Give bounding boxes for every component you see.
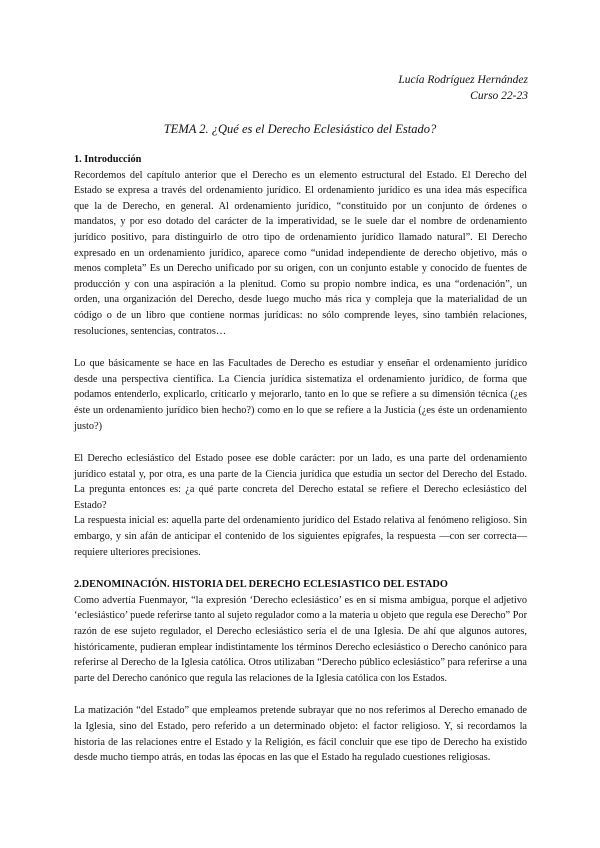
author-block: [398, 72, 528, 104]
document-title: TEMA 2. ¿Qué es el Derecho Eclesiástico del Estado?: [163, 122, 437, 136]
author-name: Lucía Rodríguez Hernández: [398, 74, 528, 86]
course-label: Curso 22-23: [470, 90, 528, 102]
paragraph: Lo que básicamente se hace en las Facultades de Derecho es estudiar y enseñar el ordenamiento jurídico desde una perspectiva científica. La Ciencia jurídica sistematiza el ordenamiento jurídico, de forma que podamos entenderlo, explicarlo, criticarlo y mejorarlo, tanto en lo que se refiere a su dimensión técnica (¿es éste un ordenamiento jurídico bien hecho?) como en lo que se refiere a la Justicia (¿es éste un ordenamiento justo?): [74, 358, 527, 432]
document-body: [74, 152, 527, 766]
paragraph: La matización “del Estado” que empleamos pretende subrayar que no nos referimos al Derecho emanado de la Iglesia, sino del Estado, pero referido a un determinado objeto: el factor religioso. Y, si recordamos la historia de las relaciones entre el Estado y la Religión, es fácil concluir que ese tipo de Derecho ha existido desde mucho tiempo atrás, en todas las épocas en las que el Estado ha regulado cuestiones religiosas.: [74, 705, 527, 764]
paragraph: Como advertía Fuenmayor, “la expresión ‘Derecho eclesiástico’ es en sí misma ambigua, porque el adjetivo ‘eclesiástico’ puede referirse tanto al sujeto regulador como a la materia u objeto que regula ese Derecho” Por razón de ese sujeto regulador, el Derecho eclesiástico sería el de una Iglesia. De ahí que algunos autores, históricamente, pudieran emplear indistintamente los términos Derecho eclesiástico o Derecho canónico para referirse al Derecho de la Iglesia católica. Otros utilizaban “Derecho público eclesiástico” para referirse a una parte del Derecho canónico que regula las relaciones de la Iglesia católica con los Estados.: [74, 594, 527, 684]
paragraph: El Derecho eclesiástico del Estado posee ese doble carácter: por un lado, es una parte del ordenamiento jurídico estatal y, por otra, es una parte de la Ciencia jurídica que estudia un sector del Derecho del Estado. La pregunta entonces es: ¿a qué parte concreta del Derecho estatal se refiere el Derecho eclesiástico del Estado?: [74, 453, 527, 511]
section-heading-introduction: 1. Introducción: [74, 154, 142, 165]
section-heading-denominacion: 2.DENOMINACIÓN. HISTORIA DEL DERECHO ECLESIASTICO DEL ESTADO: [74, 579, 448, 591]
paragraph: Recordemos del capítulo anterior que el Derecho es un elemento estructural del Estado. El Derecho del Estado se expresa a través del ordenamiento jurídico. El ordenamiento jurídico es una idea más específica que la de Derecho, en general. Al ordenamiento jurídico, “constituido por un conjunto de órdenes o mandatos, y por eso dotado del carácter de la imperatividad, se le suele dar el nombre de ordenamiento jurídico positivo, para distinguirlo de otro tipo de ordenamiento jurídico llamado natural”. El Derecho expresado en un ordenamiento jurídico, aparece como “unidad independiente de derecho objetivo, más o menos completa” Es un Derecho unificado por su origen, con un conjunto estable y conocido de fuentes de producción y con una aspiración a la plenitud. Como su propio nombre indica, es una “ordenación”, un orden, una organización del Derecho, desde luego mucho más rica y compleja que la materialidad de un código o de un libro que contiene normas jurídicas: no sólo comprende leyes, sino también relaciones, resoluciones, sentencias, contratos…: [74, 169, 527, 337]
paragraph: La respuesta inicial es: aquella parte del ordenamiento jurídico del Estado relativa al fenómeno religioso. Sin embargo, y sin afán de anticipar el contenido de los siguientes epígrafes, la respuesta —con ser correcta— requiere ulteriores precisiones.: [74, 515, 527, 558]
